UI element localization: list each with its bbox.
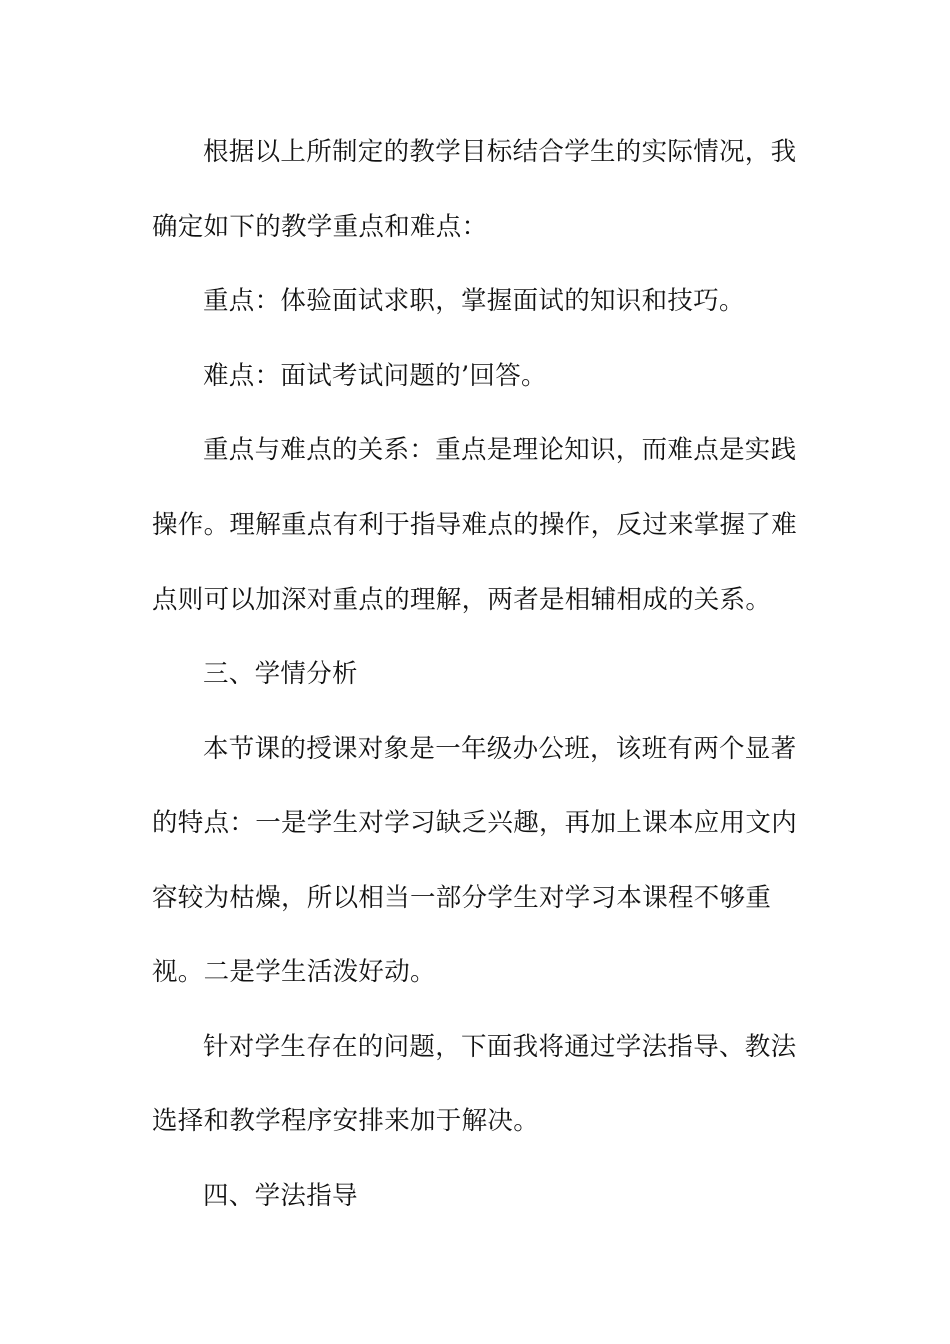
paragraph-line: 选择和教学程序安排来加于解决。 [152, 1106, 540, 1136]
paragraph-line: 重点与难点的关系：重点是理论知识，而难点是实践 [203, 435, 797, 465]
paragraph-line: 难点：面试考试问题的’回答。 [203, 361, 547, 391]
paragraph-line: 点则可以加深对重点的理解，两者是相辅相成的关系。 [152, 585, 772, 615]
paragraph-line: 根据以上所制定的教学目标结合学生的实际情况，我 [203, 137, 797, 167]
section-heading: 四、学法指导 [203, 1181, 358, 1211]
paragraph-line: 容较为枯燥，所以相当一部分学生对学习本课程不够重 [152, 883, 772, 913]
section-heading: 三、学情分析 [203, 659, 358, 689]
paragraph-line: 的特点：一是学生对学习缺乏兴趣，再加上课本应用文内 [152, 808, 798, 838]
paragraph-line: 针对学生存在的问题，下面我将通过学法指导、教法 [203, 1032, 797, 1062]
paragraph-line: 确定如下的教学重点和难点： [152, 212, 488, 242]
paragraph-line: 视。二是学生活泼好动。 [152, 957, 436, 987]
paragraph-line: 重点：体验面试求职，掌握面试的知识和技巧。 [203, 286, 745, 316]
paragraph-line: 操作。理解重点有利于指导难点的操作，反过来掌握了难 [152, 510, 798, 540]
paragraph-line: 本节课的授课对象是一年级办公班，该班有两个显著 [203, 734, 797, 764]
